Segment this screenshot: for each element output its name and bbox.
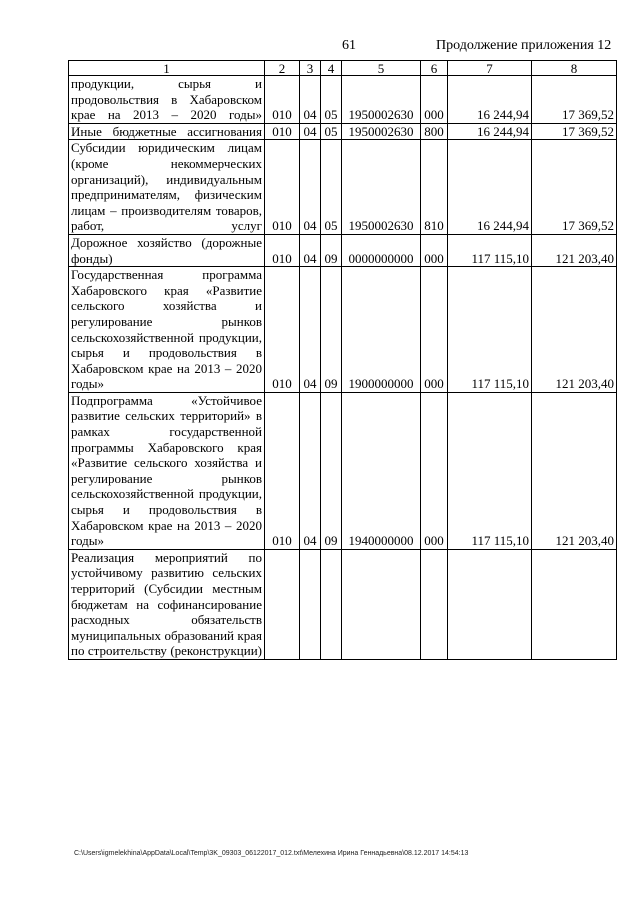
table-row xyxy=(69,267,617,393)
row-sum-2: 17 369,52 xyxy=(532,123,617,140)
row-name: Иные бюджетные ассигнования xyxy=(69,123,265,140)
row-sum-1: 16 244,94 xyxy=(448,140,532,235)
row-subsection: 09 xyxy=(321,392,342,549)
row-code: 010 xyxy=(265,234,300,266)
row-sum-1: 16 244,94 xyxy=(448,76,532,124)
row-subsection: 05 xyxy=(321,123,342,140)
row-sum-1 xyxy=(448,549,532,659)
row-name: Подпрограмма «Устойчивое развитие сельских территорий» в рамках государственной программы Хабаровского края «Развитие сельского хозяйства и регулирование рынков сельскохозяйственной продукции, сырья и продовольствия в Хабаровском крае на 2013 – 2020 годы» xyxy=(69,392,265,549)
row-sum-2: 17 369,52 xyxy=(532,140,617,235)
row-section: 04 xyxy=(300,123,321,140)
table-row xyxy=(69,123,617,140)
row-sum-2: 121 203,40 xyxy=(532,267,617,393)
row-target: 1950002630 xyxy=(342,140,421,235)
table-row xyxy=(69,549,617,659)
row-target: 1900000000 xyxy=(342,267,421,393)
row-code: 010 xyxy=(265,140,300,235)
page-number: 61 xyxy=(342,38,356,53)
col-header-2: 2 xyxy=(265,61,300,76)
col-header-7: 7 xyxy=(448,61,532,76)
row-sum-1: 117 115,10 xyxy=(448,234,532,266)
table-row xyxy=(69,234,617,266)
row-sum-1: 117 115,10 xyxy=(448,392,532,549)
row-section: 04 xyxy=(300,140,321,235)
col-header-3: 3 xyxy=(300,61,321,76)
row-code: 010 xyxy=(265,123,300,140)
row-name: Дорожное хозяйство (дорожные фонды) xyxy=(69,234,265,266)
row-name: Государственная программа Хабаровского края «Развитие сельского хозяйства и регулирование рынков сельскохозяйственной продукции, сырья и продовольствия в Хабаровском крае на 2013 – 2020 годы» xyxy=(69,267,265,393)
row-code: 010 xyxy=(265,267,300,393)
row-target: 1940000000 xyxy=(342,392,421,549)
row-subsection: 05 xyxy=(321,140,342,235)
row-section: 04 xyxy=(300,267,321,393)
row-target: 1950002630 xyxy=(342,76,421,124)
row-sum-2: 121 203,40 xyxy=(532,234,617,266)
row-code: 010 xyxy=(265,76,300,124)
row-name: Реализация мероприятий по устойчивому развитию сельских территорий (Субсидии местным бюджетам на софинансирование расходных обязательств муниципальных образований края по строительству (реконструкции) xyxy=(69,549,265,659)
row-target xyxy=(342,549,421,659)
col-header-5: 5 xyxy=(342,61,421,76)
row-sum-1: 16 244,94 xyxy=(448,123,532,140)
row-name: продукции, сырья и продовольствия в Хабаровском крае на 2013 – 2020 годы» xyxy=(69,76,265,124)
table-row xyxy=(69,140,617,235)
row-target: 1950002630 xyxy=(342,123,421,140)
col-header-1: 1 xyxy=(69,61,265,76)
table-row xyxy=(69,76,617,124)
row-section: 04 xyxy=(300,234,321,266)
row-sum-2: 17 369,52 xyxy=(532,76,617,124)
row-target: 0000000000 xyxy=(342,234,421,266)
row-code: 010 xyxy=(265,392,300,549)
row-subsection xyxy=(321,549,342,659)
row-name: Субсидии юридическим лицам (кроме некоммерческих организаций), индивидуальным предпринимателям, физическим лицам – производителям товаров, работ, услуг xyxy=(69,140,265,235)
column-header-row xyxy=(69,61,617,76)
row-subsection: 09 xyxy=(321,267,342,393)
col-header-6: 6 xyxy=(421,61,448,76)
continuation-title: Продолжение приложения 12 xyxy=(436,38,612,53)
col-header-8: 8 xyxy=(532,61,617,76)
row-section: 04 xyxy=(300,76,321,124)
row-kind: 000 xyxy=(421,392,448,549)
row-kind: 810 xyxy=(421,140,448,235)
row-subsection: 09 xyxy=(321,234,342,266)
table-row xyxy=(69,392,617,549)
col-header-4: 4 xyxy=(321,61,342,76)
row-section: 04 xyxy=(300,392,321,549)
row-subsection: 05 xyxy=(321,76,342,124)
row-kind xyxy=(421,549,448,659)
row-section xyxy=(300,549,321,659)
row-kind: 000 xyxy=(421,267,448,393)
row-kind: 000 xyxy=(421,76,448,124)
row-code xyxy=(265,549,300,659)
row-kind: 800 xyxy=(421,123,448,140)
budget-table xyxy=(68,60,617,660)
row-sum-2 xyxy=(532,549,617,659)
file-path-footer: C:\Users\igmelekhina\AppData\Local\Temp\3K_09303_06122017_012.txt\Мелехина Ирина Геннадьевна\08.12.2017 14:54:13 xyxy=(74,850,469,857)
row-kind: 000 xyxy=(421,234,448,266)
row-sum-2: 121 203,40 xyxy=(532,392,617,549)
row-sum-1: 117 115,10 xyxy=(448,267,532,393)
